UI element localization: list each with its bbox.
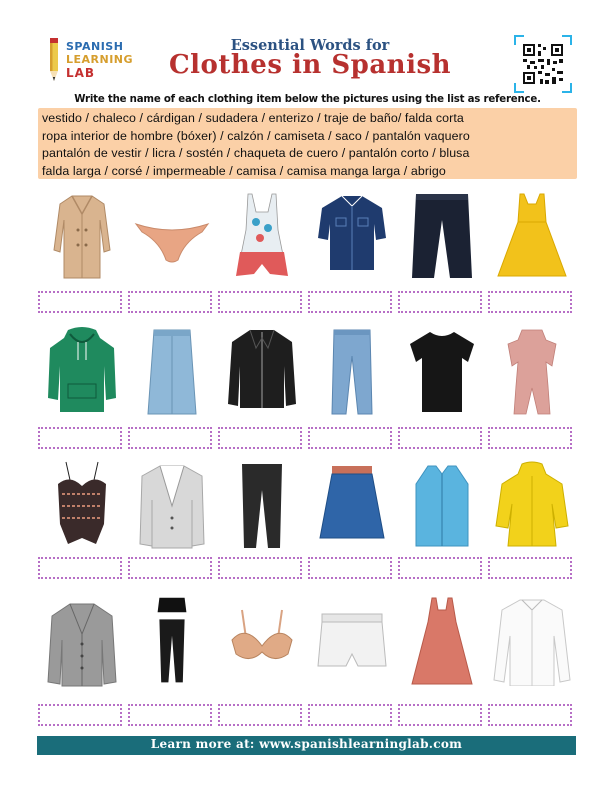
answer-box[interactable] [38,291,122,313]
answer-box[interactable] [488,291,572,313]
answer-box[interactable] [488,704,572,726]
answer-box[interactable] [218,557,302,579]
answer-box[interactable] [308,557,392,579]
trousers-image [222,460,302,550]
answer-box[interactable] [128,427,212,449]
answer-box[interactable] [38,704,122,726]
pencil-icon [48,38,60,82]
footer-link[interactable]: Learn more at: www.spanishlearninglab.com [150,737,463,751]
logo-text-spanish: SPANISH [66,40,124,53]
answer-box[interactable] [218,291,302,313]
jumpsuit-image [312,190,392,280]
t-shirt-image [402,326,482,416]
instructions: Write the name of each clothing item below the pictures using the list as reference. [74,94,541,105]
short-skirt-image [312,460,392,550]
blazer-image [132,460,212,550]
dress-image [492,190,572,280]
answer-box[interactable] [218,427,302,449]
answer-box[interactable] [308,704,392,726]
answer-box[interactable] [308,291,392,313]
subtitle: Essential Words for [230,37,390,54]
logo-text-learning: LEARNING [66,53,134,66]
word-bank-line: vestido / chaleco / cárdigan / sudadera / enterizo / traje de baño/ falda corta [42,111,464,125]
bra-image [222,600,302,690]
leather-jacket-image [222,326,302,416]
answer-box[interactable] [488,427,572,449]
answer-box[interactable] [398,557,482,579]
hoodie-image [42,326,122,416]
answer-box[interactable] [308,427,392,449]
answer-box[interactable] [398,291,482,313]
panties-image [132,190,212,280]
answer-box[interactable] [488,557,572,579]
logo-text-lab: LAB [66,66,96,80]
boxers-image [312,600,392,690]
blouse-image [402,596,482,686]
corset-image [42,460,122,550]
answer-box[interactable] [38,557,122,579]
dress-pants-image [402,190,482,280]
word-bank-line: pantalón de vestir / licra / sostén / chaqueta de cuero / pantalón corto / blusa [42,146,470,160]
raincoat-image [492,460,572,550]
word-bank-line: ropa interior de hombre (bóxer) / calzón / camiseta / saco / pantalón vaquero [42,128,470,143]
leggings-image [132,596,212,686]
answer-box[interactable] [128,291,212,313]
swimsuit-image [222,190,302,280]
answer-box[interactable] [398,427,482,449]
answer-box[interactable] [218,704,302,726]
romper-image [492,326,572,416]
word-bank [38,108,577,179]
answer-box[interactable] [128,704,212,726]
answer-box[interactable] [128,557,212,579]
jeans-image [312,326,392,416]
answer-box[interactable] [398,704,482,726]
coat-image [42,190,122,280]
word-bank-line: falda larga / corsé / impermeable / camisa / camisa manga larga / abrigo [42,163,446,178]
qr-code-icon[interactable] [514,35,572,93]
answer-box[interactable] [38,427,122,449]
page-title: Clothes in Spanish [168,50,451,80]
long-sleeve-shirt-image [492,596,572,686]
vest-image [402,460,482,550]
cardigan-image [42,600,122,690]
long-skirt-image [132,326,212,416]
